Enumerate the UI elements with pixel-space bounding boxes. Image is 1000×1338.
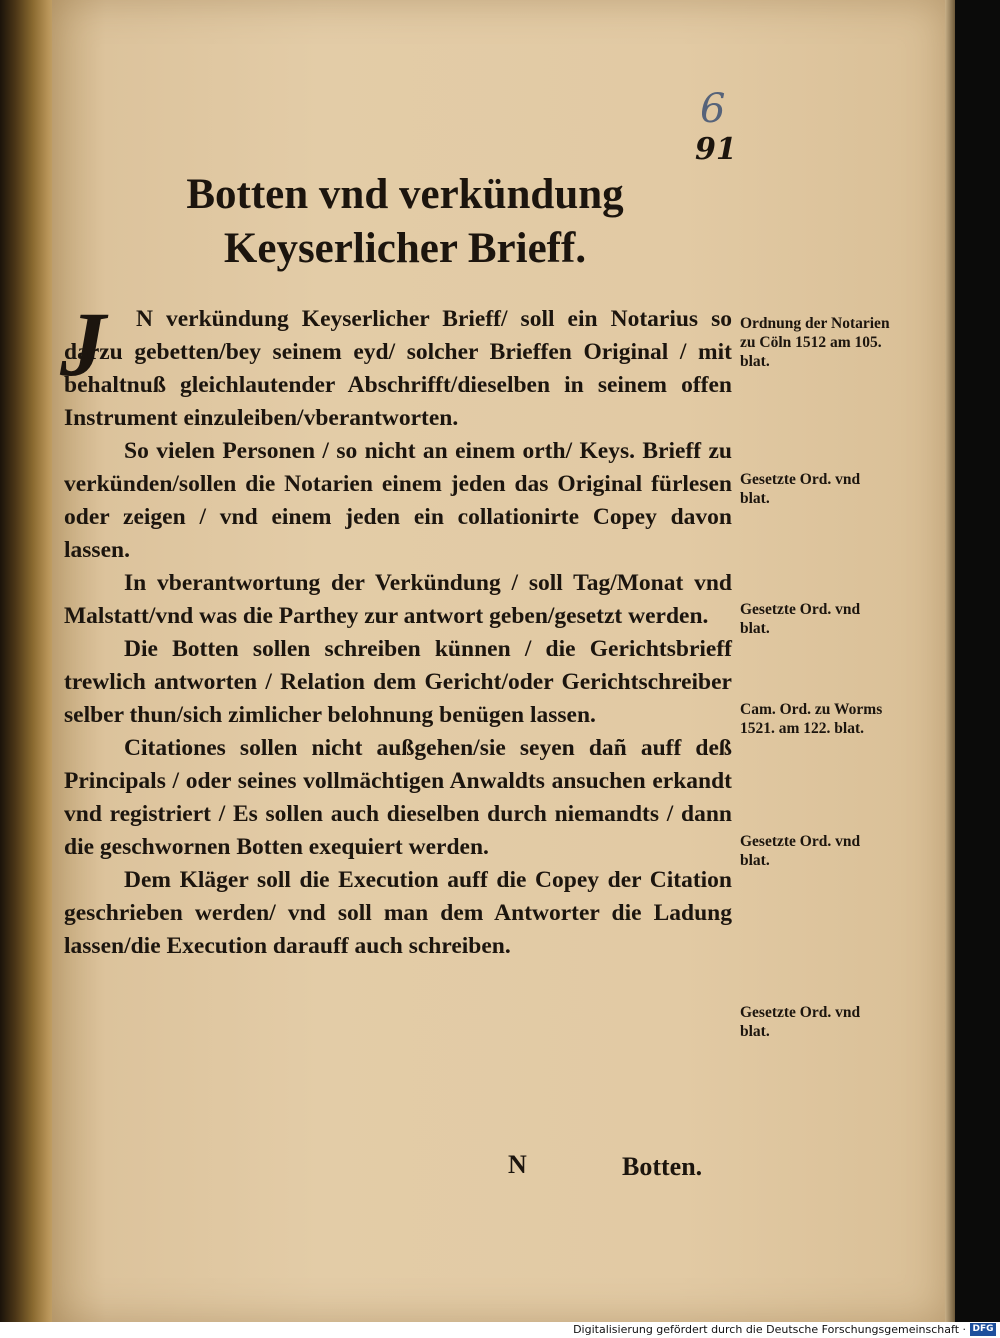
dfg-logo: DFG [970,1323,996,1336]
margin-note-4: Cam. Ord. zu Worms 1521. am 122. blat. [740,701,883,737]
margin-note-2: Gesetzte Ord. vnd blat. [740,471,861,507]
paragraph-5: Citationes sollen nicht außgehen/sie seyen dañ auff deß Principals / oder seines vollmächtigen Anwaldts ansuchen erkandt vnd registriert / Es sollen auch dieselben durch niemandts / dann die geschwornen Botten exequiert werden. [64,735,732,860]
digitization-credit: Digitalisierung gefördert durch die Deutsche Forschungsgemeinschaft · [573,1323,966,1336]
margin-note-5: Gesetzte Ord. vnd blat. [740,833,861,869]
handwritten-page-number: 6 [700,86,726,132]
margin-note-1: Ordnung der Notarien zu Cöln 1512 am 105. blat. [740,315,890,370]
margin-note-6: Gesetzte Ord. vnd blat. [740,1004,861,1040]
book-spine [0,0,60,1322]
paragraph-6: Dem Kläger soll die Execution auff die Copey der Citation geschrieben werden/ vnd soll man dem Antworter die Ladung lassen/die Execution darauff auch schreiben. [64,867,732,959]
catchword: Botten. [622,1152,703,1181]
body-text [64,303,732,963]
page-edge [945,0,955,1322]
folio-number: 91 [695,132,737,167]
paragraph-3: In vberantwortung der Verkündung / soll Tag/Monat vnd Malstatt/vnd was die Parthey zur antwort geben/gesetzt werden. [64,570,732,629]
margin-note-3: Gesetzte Ord. vnd blat. [740,601,861,637]
paragraph-2: So vielen Personen / so nicht an einem orth/ Keys. Brieff zu verkünden/sollen die Notarien einem jeden das Original fürlesen oder zeigen / vnd einem jeden ein collationirte Copey davon lassen. [64,438,732,563]
signature-mark: N [508,1150,527,1179]
paragraph-4: Die Botten sollen schreiben künnen / die Gerichtsbrieff trewlich antworten / Relation dem Gericht/oder Gerichtschreiber selber thun/sich zimlicher belohnung benügen lassen. [64,636,732,728]
paragraph-1: N verkündung Keyserlicher Brieff/ soll ein Notarius so darzu gebetten/bey seinem eyd/ solcher Brieffen Original / mit behaltnuß gleichlautender Abschrifft/dieselben in seinem offen Instrument einzuleiben/vberantworten. [64,306,732,431]
decorated-initial: J [60,293,106,395]
page-title: Botten vnd verkündung Keyserlicher Brieff. [186,171,624,272]
